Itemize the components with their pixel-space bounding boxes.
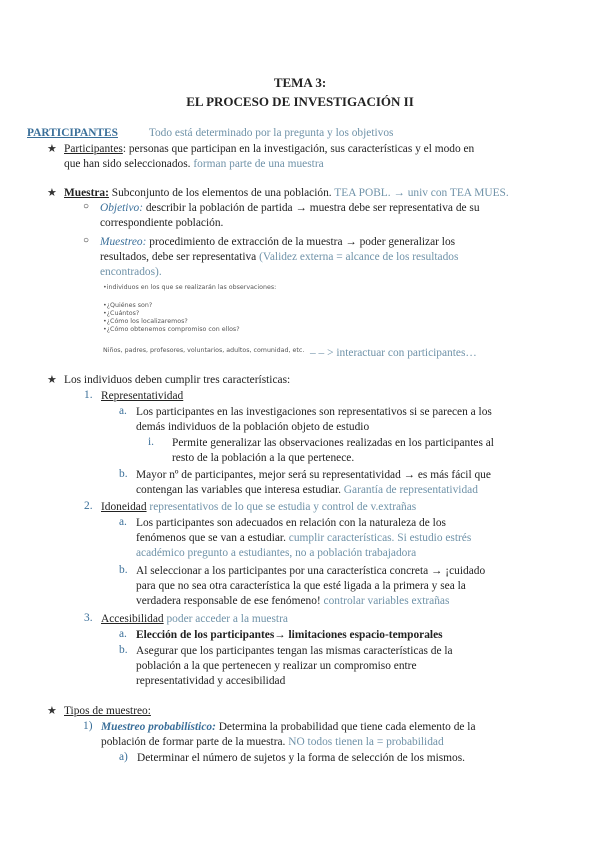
probab-text-1: Determina la probabilidad que tiene cada elemento de la xyxy=(215,721,476,733)
list-letter: b. xyxy=(119,564,128,576)
muestreo-note-2: encontrados). xyxy=(100,266,162,278)
muestra-text: Subconjunto de los elementos de una población. xyxy=(108,187,332,199)
probab-line-2 xyxy=(101,735,444,749)
participantes-line-1 xyxy=(64,142,474,156)
circle-bullet-icon: ○ xyxy=(83,201,90,212)
list-letter: a) xyxy=(119,751,128,763)
rep-i-line-2: resto de la población a la que pertenece. xyxy=(172,452,355,464)
accesibilidad-note: poder acceder a la muestra xyxy=(163,613,288,625)
section-heading: PARTICIPANTES xyxy=(27,127,118,139)
ido-a-text-2: fenómenos que se van a estudiar. xyxy=(136,532,286,544)
list-letter: a. xyxy=(119,405,127,417)
list-roman: i. xyxy=(148,436,155,448)
probab-text-2: población de formar parte de la muestra. xyxy=(101,736,286,748)
star-bullet-icon: ★ xyxy=(47,143,57,155)
muestreo-line-2 xyxy=(100,250,458,264)
star-bullet-icon: ★ xyxy=(47,705,57,717)
probab-label: Muestreo probabilístico: xyxy=(101,721,216,733)
participantes-line-2 xyxy=(64,157,324,171)
participantes-text-2: que han sido seleccionados. xyxy=(64,158,191,170)
item-idoneidad: Idoneidad xyxy=(101,501,147,513)
item-idoneidad-row xyxy=(101,500,416,514)
image-text-line: •¿Quiénes son? xyxy=(103,302,153,309)
muestreo-text-1: procedimiento de extracción de la muestra → poder generalizar los xyxy=(146,236,456,248)
ido-a-line-2 xyxy=(136,531,471,545)
title-line-2: EL PROCESO DE INVESTIGACIÓN II xyxy=(186,94,414,109)
image-note: – – > interactuar con participantes… xyxy=(310,347,477,359)
probab-line-1 xyxy=(101,720,476,734)
participantes-note: forman parte de una muestra xyxy=(190,158,324,170)
muestra-note: TEA POBL. → univ con TEA MUES. xyxy=(331,187,509,199)
muestreo-label: Muestreo: xyxy=(100,236,147,248)
objetivo-line-2: correspondiente población. xyxy=(100,217,224,229)
ido-a-line-1: Los participantes son adecuados en relación con la naturaleza de los xyxy=(136,517,446,529)
individuos-intro: Los individuos deben cumplir tres características: xyxy=(64,374,291,386)
rep-b-line-2 xyxy=(136,483,478,497)
participantes-text-1: : personas que participan en la investigación, sus características y el modo en xyxy=(122,143,475,155)
objetivo-line-1 xyxy=(100,201,480,215)
tipos-a-line: Determinar el número de sujetos y la forma de selección de los mismos. xyxy=(137,752,466,764)
star-bullet-icon: ★ xyxy=(47,374,57,386)
acc-a-line: Elección de los participantes→ limitaciones espacio-temporales xyxy=(136,629,443,641)
item-representatividad: Representatividad xyxy=(101,390,184,402)
muestreo-line-1 xyxy=(100,235,455,249)
section-note: Todo está determinado por la pregunta y los objetivos xyxy=(148,127,394,139)
rep-b-text-2: contengan las variables que interesa estudiar. xyxy=(136,484,341,496)
ido-b-line-1: Al seleccionar a los participantes por una característica concreta → ¡cuidado xyxy=(136,565,486,577)
image-text-line: •¿Cuántos? xyxy=(103,310,140,317)
list-number: 2. xyxy=(84,500,93,512)
star-bullet-icon: ★ xyxy=(47,187,57,199)
title-line-1: TEMA 3: xyxy=(273,75,327,90)
muestra-label: Muestra: xyxy=(64,187,109,199)
rep-b-line-1: Mayor nº de participantes, mejor será su representatividad → es más fácil que xyxy=(136,469,491,481)
image-text-line: •individuos en los que se realizarán las observaciones: xyxy=(103,284,277,291)
acc-b-line-2: población a la que pertenecen y realizar un compromiso entre xyxy=(136,660,417,672)
objetivo-label: Objetivo: xyxy=(100,202,144,214)
ido-b-text-3: verdadera responsable de ese fenómeno! xyxy=(136,595,321,607)
item-accesibilidad-row xyxy=(101,612,288,626)
rep-a-line-2: demás individuos de la población objeto de estudio xyxy=(136,421,370,433)
muestreo-note-1: (Validez externa = alcance de los resultados xyxy=(256,251,459,263)
ido-a-note-2: académico pregunto a estudiantes, no a población trabajadora xyxy=(136,547,417,559)
muestra-line-1 xyxy=(64,186,509,200)
list-letter: b. xyxy=(119,468,128,480)
rep-i-line-1: Permite generalizar las observaciones realizadas en los participantes al xyxy=(172,437,494,449)
image-text-line: •¿Cómo obtenemos compromiso con ellos? xyxy=(103,326,240,333)
rep-b-note: Garantía de representatividad xyxy=(340,484,478,496)
ido-b-note: controlar variables extrañas xyxy=(320,595,450,607)
embedded-slide-image xyxy=(103,282,303,354)
acc-b-line-3: representatividad y accesibilidad xyxy=(136,675,286,687)
ido-a-note-1: cumplir características. Si estudio estrés xyxy=(285,532,472,544)
rep-a-line-1: Los participantes en las investigaciones son representativos si se parecen a los xyxy=(136,406,492,418)
list-letter: a. xyxy=(119,516,127,528)
muestreo-text-2: resultados, debe ser representativa xyxy=(100,251,257,263)
tipos-label: Tipos de muestreo: xyxy=(64,705,151,717)
ido-b-line-2: para que no sea otra característica la que esté ligada a la primera y sea la xyxy=(136,580,466,592)
idoneidad-note: representativos de lo que se estudia y control de v.extrañas xyxy=(146,501,417,513)
item-accesibilidad: Accesibilidad xyxy=(101,613,164,625)
circle-bullet-icon: ○ xyxy=(83,235,90,246)
probab-note: NO todos tienen la = probabilidad xyxy=(285,736,444,748)
list-letter: a. xyxy=(119,628,127,640)
acc-b-line-1: Asegurar que los participantes tengan las mismas características de la xyxy=(136,645,453,657)
participantes-label: Participantes xyxy=(64,143,123,155)
image-text-line: Niños, padres, profesores, voluntarios, adultos, comunidad, etc. xyxy=(103,347,305,354)
list-letter: b. xyxy=(119,644,128,656)
list-number: 1. xyxy=(84,389,93,401)
ido-b-line-3 xyxy=(136,594,449,608)
section-heading-row xyxy=(27,126,394,140)
list-number: 3. xyxy=(84,612,93,624)
list-number: 1) xyxy=(83,720,93,732)
image-text-line: •¿Cómo los localizaremos? xyxy=(103,318,188,325)
objetivo-text-1: describir la población de partida → muestra debe ser representativa de su xyxy=(143,202,480,214)
